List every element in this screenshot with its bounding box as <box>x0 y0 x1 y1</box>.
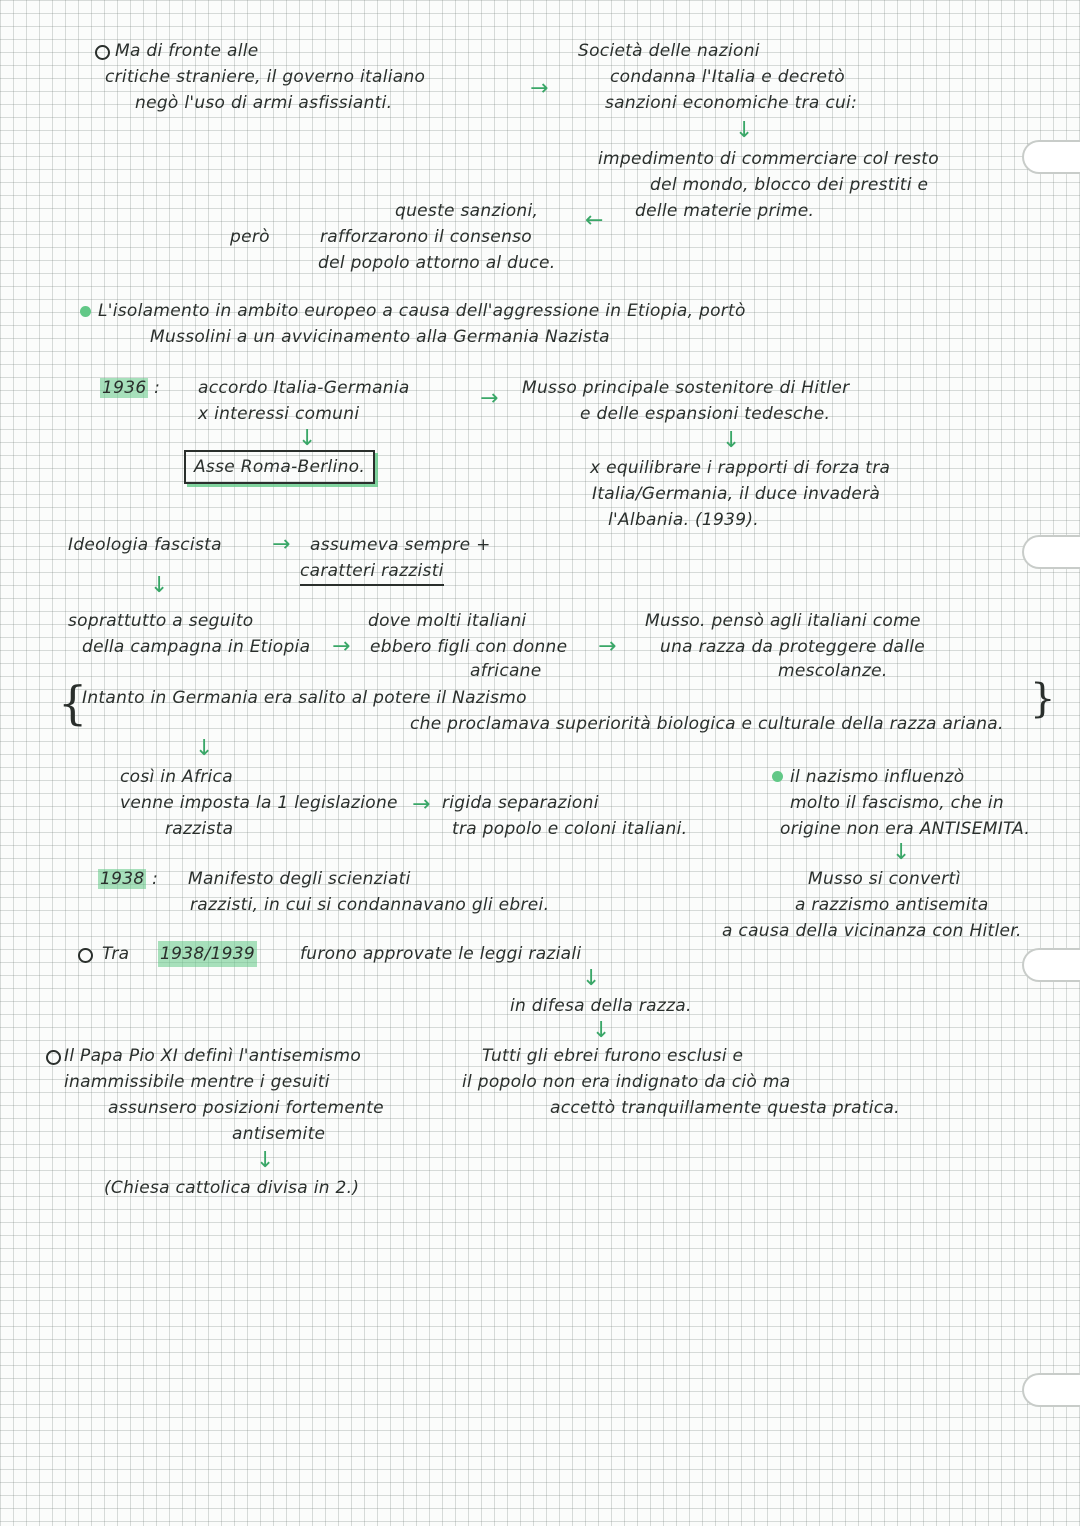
arrow-down-icon: ↓ <box>195 736 214 761</box>
arrow-down-icon: ↓ <box>722 428 741 453</box>
brace: { <box>58 676 88 730</box>
punch-hole <box>1022 948 1080 982</box>
year-label: 1938 : <box>100 869 159 889</box>
year-label: 1936 : <box>102 378 161 398</box>
note-line: (Chiesa cattolica divisa in 2.) <box>104 1178 360 1198</box>
note-line: una razza da proteggere dalle <box>660 637 926 657</box>
note-line: tra popolo e coloni italiani. <box>452 819 688 839</box>
bullet-dot <box>80 306 91 317</box>
note-line: in difesa della razza. <box>510 996 692 1016</box>
note-line: assumeva sempre + <box>310 535 491 555</box>
note-line: razzista <box>165 819 234 839</box>
note-line: rafforzarono il consenso <box>320 227 532 247</box>
note-line: della campagna in Etiopia <box>82 637 311 657</box>
note-line: origine non era ANTISEMITA. <box>780 819 1031 839</box>
arrow-right-icon: → <box>598 634 617 659</box>
note-line: africane <box>470 661 542 681</box>
note-line: Società delle nazioni <box>578 41 760 61</box>
note-line <box>82 685 527 711</box>
note-line: condanna l'Italia e decretò <box>610 67 845 87</box>
note-line: caratteri razzisti <box>300 558 444 586</box>
note-line: accordo Italia-Germania <box>198 378 410 398</box>
punch-hole <box>1022 1373 1080 1407</box>
arrow-down-icon: ↓ <box>892 840 911 865</box>
note-line: queste sanzioni, <box>395 201 539 221</box>
brace: } <box>1030 676 1056 722</box>
note-line: razzisti, in cui si condannavano gli ebrei. <box>190 895 550 915</box>
arrow-down-icon: ↓ <box>298 426 317 451</box>
punch-hole <box>1022 140 1080 174</box>
arrow-down-icon: ↓ <box>592 1018 611 1043</box>
note-line: del popolo attorno al duce. <box>318 253 556 273</box>
note-line: a causa della vicinanza con Hitler. <box>722 921 1022 941</box>
note-line: molto il fascismo, che in <box>790 793 1004 813</box>
note-line: Mussolini a un avvicinamento alla Germania Nazista <box>150 327 610 347</box>
arrow-left-icon: ← <box>585 208 604 233</box>
arrow-right-icon: → <box>332 634 351 659</box>
arrow-right-icon: → <box>412 792 431 817</box>
note-line: Italia/Germania, il duce invaderà <box>592 484 881 504</box>
note-line: Manifesto degli scienziati <box>188 869 411 889</box>
note-line: assunsero posizioni fortemente <box>108 1098 384 1118</box>
note-line: Musso. pensò agli italiani come <box>645 611 921 631</box>
note-line: mescolanze. <box>778 661 888 681</box>
note-line: Ma di fronte alle <box>115 41 259 61</box>
arrow-down-icon: ↓ <box>582 966 601 991</box>
note-line: L'isolamento in ambito europeo a causa dell'aggressione in Etiopia, portò <box>98 301 746 321</box>
note-line: e delle espansioni tedesche. <box>580 404 831 424</box>
note-line: che proclamava superiorità biologica e culturale della razza ariana. <box>410 714 1004 734</box>
note-line: soprattutto a seguito <box>68 611 254 631</box>
note-line: rigida separazioni <box>442 793 599 813</box>
note-line: x interessi comuni <box>198 404 360 424</box>
note-line: l'Albania. (1939). <box>608 510 760 530</box>
bullet-dot <box>772 771 783 782</box>
note-line: x equilibrare i rapporti di forza tra <box>590 458 891 478</box>
note-line: sanzioni economiche tra cui: <box>605 93 858 113</box>
note-line: venne imposta la 1 legislazione <box>120 793 398 813</box>
asse-box: Asse Roma-Berlino. <box>184 450 375 484</box>
note-line: Tutti gli ebrei furono esclusi e <box>482 1046 744 1066</box>
note-line: così in Africa <box>120 767 233 787</box>
note-line: però <box>230 227 270 247</box>
year-range: 1938/1939 <box>158 941 257 967</box>
note-line: impedimento di commerciare col resto <box>598 149 939 169</box>
arrow-down-icon: ↓ <box>735 118 754 143</box>
note-line: il popolo non era indignato da ciò ma <box>462 1072 791 1092</box>
bullet-ring <box>46 1050 61 1065</box>
note-line: ebbero figli con donne <box>370 637 568 657</box>
arrow-down-icon: ↓ <box>256 1148 275 1173</box>
arrow-right-icon: → <box>530 76 549 101</box>
note-line: Intanto in Germania era salito al potere il Nazismo <box>82 688 527 708</box>
note-line: a razzismo antisemita <box>795 895 989 915</box>
note-line: Tra <box>102 944 130 964</box>
note-line: dove molti italiani <box>368 611 527 631</box>
note-line: accettò tranquillamente questa pratica. <box>550 1098 900 1118</box>
arrow-down-icon: ↓ <box>150 573 169 598</box>
bullet-ring <box>78 948 93 963</box>
note-line: inammissibile mentre i gesuiti <box>64 1072 330 1092</box>
note-line: del mondo, blocco dei prestiti e <box>650 175 929 195</box>
note-line: furono approvate le leggi raziali <box>300 944 582 964</box>
note-line: Musso principale sostenitore di Hitler <box>522 378 850 398</box>
note-line: il nazismo influenzò <box>790 767 965 787</box>
note-line: Ideologia fascista <box>68 535 222 555</box>
note-line: antisemite <box>232 1124 326 1144</box>
note-line: delle materie prime. <box>635 201 815 221</box>
arrow-right-icon: → <box>480 386 499 411</box>
note-line: negò l'uso di armi asfissianti. <box>135 93 393 113</box>
punch-hole <box>1022 535 1080 569</box>
note-line: critiche straniere, il governo italiano <box>105 67 426 87</box>
note-line: Musso si convertì <box>808 869 961 889</box>
bullet-ring <box>95 45 110 60</box>
arrow-right-icon: → <box>272 532 291 557</box>
note-line: Il Papa Pio XI definì l'antisemismo <box>64 1046 362 1066</box>
